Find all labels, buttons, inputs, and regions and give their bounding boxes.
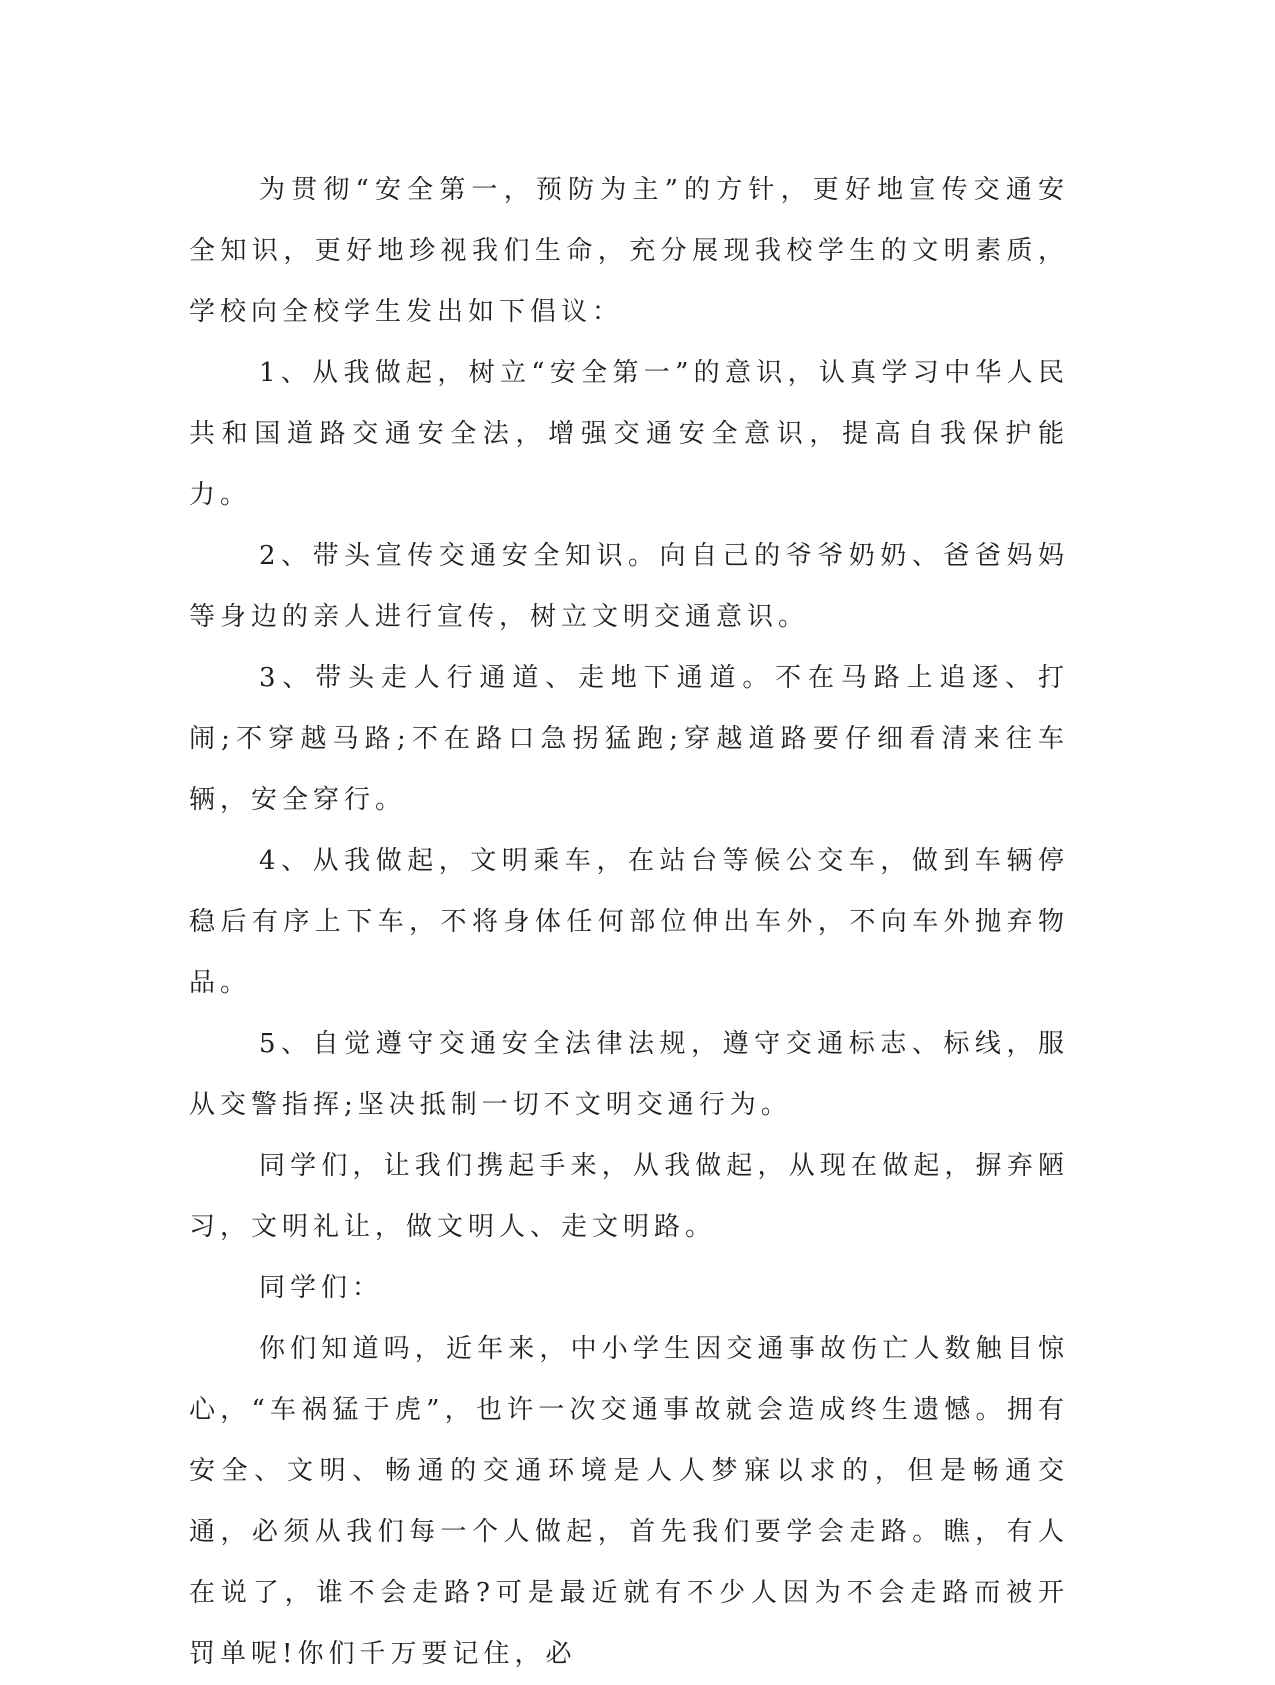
- document-body: [189, 160, 1069, 1685]
- paragraph-speech-body: 你们知道吗，近年来，中小学生因交通事故伤亡人数触目惊心，“车祸猛于虎”，也许一次交通事故就会造成终生遗憾。拥有安全、文明、畅通的交通环境是人人梦寐以求的，但是畅通交通，必须从我们每一个人做起，首先我们要学会走路。瞧，有人在说了，谁不会走路?可是最近就有不少人因为不会走路而被开罚单呢!你们千万要记住，必: [189, 1334, 1069, 1669]
- paragraph-item-1: 1、从我做起，树立“安全第一”的意识，认真学习中华人民共和国道路交通安全法，增强交通安全意识，提高自我保护能力。: [189, 358, 1069, 510]
- paragraph-item-5: 5、自觉遵守交通安全法律法规，遵守交通标志、标线，服从交警指挥;坚决抵制一切不文明交通行为。: [189, 1029, 1069, 1120]
- paragraph-item-4: 4、从我做起，文明乘车，在站台等候公交车，做到车辆停稳后有序上下车，不将身体任何部位伸出车外，不向车外抛弃物品。: [189, 846, 1069, 998]
- paragraph-item-2: 2、带头宣传交通安全知识。向自己的爷爷奶奶、爸爸妈妈等身边的亲人进行宣传，树立文明交通意识。: [189, 541, 1069, 632]
- paragraph-item-3: 3、带头走人行通道、走地下通道。不在马路上追逐、打闹;不穿越马路;不在路口急拐猛跑;穿越道路要仔细看清来往车辆，安全穿行。: [189, 663, 1069, 815]
- paragraph-intro: 为贯彻“安全第一，预防为主”的方针，更好地宣传交通安全知识，更好地珍视我们生命，充分展现我校学生的文明素质，学校向全校学生发出如下倡议：: [189, 175, 1069, 327]
- paragraph-salutation: 同学们：: [259, 1273, 384, 1303]
- paragraph-call-to-action: 同学们，让我们携起手来，从我做起，从现在做起，摒弃陋习，文明礼让，做文明人、走文明路。: [189, 1151, 1069, 1242]
